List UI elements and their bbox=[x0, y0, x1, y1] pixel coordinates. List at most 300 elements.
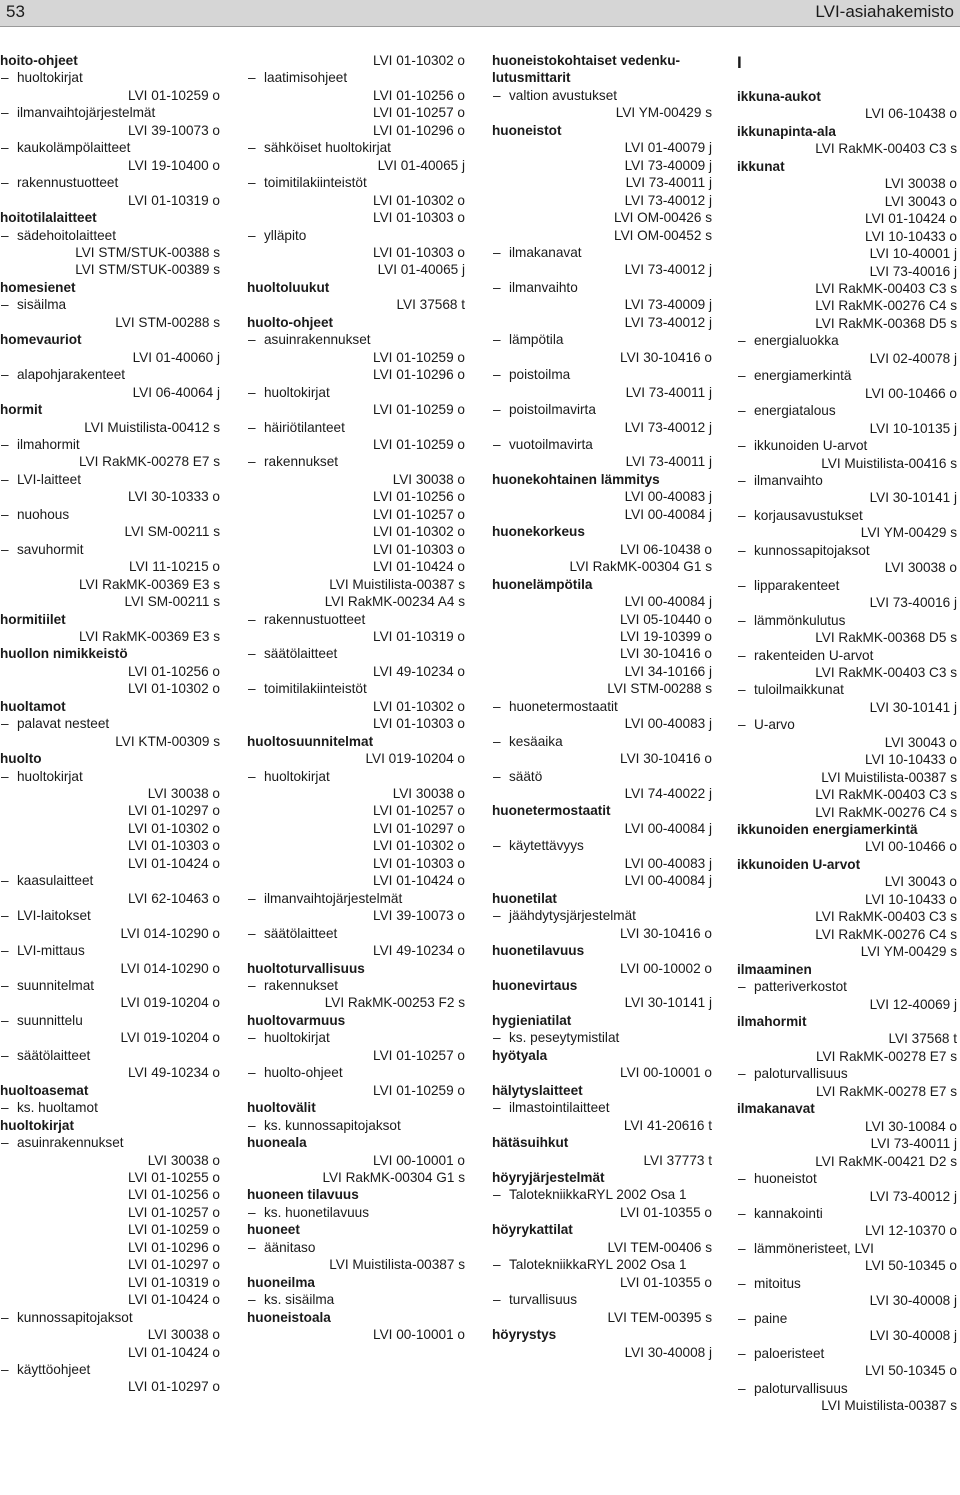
index-subterm: – lämmöneristeet, LVI bbox=[737, 1240, 957, 1257]
index-subterm: – turvallisuus bbox=[492, 1291, 712, 1308]
index-term: ikkunoiden U-arvot bbox=[737, 856, 861, 872]
index-subterm: – U-arvo bbox=[737, 716, 957, 733]
index-subterm: – ilmanvaihto bbox=[737, 472, 957, 489]
index-term: ikkunat bbox=[737, 158, 785, 174]
index-reference: LVI 00-10466 o bbox=[865, 385, 957, 401]
index-entry bbox=[0, 1082, 220, 1117]
index-reference: LVI RakMK-00403 C3 s bbox=[815, 909, 957, 925]
index-reference: LVI 30-40008 j bbox=[624, 1344, 712, 1360]
index-reference: LVI 00-40083 j bbox=[624, 855, 712, 871]
index-term: huoltokirjat bbox=[0, 1117, 75, 1133]
index-reference: LVI 01-10319 o bbox=[373, 628, 465, 644]
index-entry bbox=[247, 1012, 465, 1099]
index-entry bbox=[247, 52, 465, 279]
index-subterm: – paloeristeet bbox=[737, 1345, 957, 1362]
index-reference: LVI Muistilista-00387 s bbox=[821, 1397, 957, 1413]
index-letter-heading: I bbox=[737, 53, 742, 72]
index-term: huoneet bbox=[247, 1222, 300, 1238]
index-subterm: – lämpötila bbox=[492, 331, 712, 348]
index-reference: LVI 01-10302 o bbox=[373, 524, 465, 540]
index-reference: LVI 01-40065 j bbox=[377, 157, 465, 173]
index-entry bbox=[247, 1221, 465, 1273]
index-entry bbox=[737, 88, 957, 123]
index-reference: LVI 50-10345 o bbox=[865, 1258, 957, 1274]
index-reference: LVI RakMK-00276 C4 s bbox=[815, 926, 957, 942]
index-reference: LVI RakMK-00368 D5 s bbox=[815, 630, 957, 646]
index-reference: LVI 49-10234 o bbox=[373, 943, 465, 959]
index-subterm: – patteriverkostot bbox=[737, 978, 957, 995]
index-subterm: – häiriötilanteet bbox=[247, 419, 465, 436]
index-reference: LVI 37568 t bbox=[888, 1031, 957, 1047]
index-subterm: – rakennukset bbox=[247, 453, 465, 470]
index-subterm: – poistoilma bbox=[492, 366, 712, 383]
index-entry bbox=[737, 856, 957, 961]
index-reference: LVI 73-40016 j bbox=[869, 595, 957, 611]
index-reference: LVI 01-10255 o bbox=[128, 1170, 220, 1185]
index-entry bbox=[492, 890, 712, 942]
index-reference: LVI 02-40078 j bbox=[869, 350, 957, 366]
index-subterm: – LVI-laitokset bbox=[0, 907, 220, 924]
index-reference: LVI 05-10440 o bbox=[620, 611, 712, 627]
index-term: huolto bbox=[0, 751, 42, 767]
index-reference: LVI Muistilista-00387 s bbox=[329, 576, 465, 592]
index-entry bbox=[247, 1309, 465, 1344]
index-subterm: – kaukolämpölaitteet bbox=[0, 139, 220, 156]
index-reference: LVI RakMK-00368 D5 s bbox=[815, 315, 957, 331]
index-reference: LVI RakMK-00234 A4 s bbox=[324, 594, 465, 610]
index-reference: LVI RakMK-00278 E7 s bbox=[815, 1048, 957, 1064]
index-subterm: – ks. huoltamot bbox=[0, 1099, 220, 1116]
index-column-3 bbox=[492, 52, 712, 1361]
index-entry bbox=[247, 1186, 465, 1221]
index-term: ikkunapinta-ala bbox=[737, 123, 836, 139]
index-reference: LVI 30-40008 j bbox=[869, 1328, 957, 1344]
index-reference: LVI 30-10141 j bbox=[624, 995, 712, 1011]
index-reference: LVI 019-10204 o bbox=[120, 1030, 220, 1046]
index-reference: LVI OM-00426 s bbox=[614, 210, 712, 226]
index-term: huonelämpötila bbox=[492, 576, 593, 592]
index-reference: LVI 01-10302 o bbox=[128, 681, 220, 697]
index-term: huoltovälit bbox=[247, 1100, 316, 1116]
index-reference: LVI 01-10297 o bbox=[128, 1379, 220, 1395]
index-reference: LVI 01-10296 o bbox=[128, 1239, 220, 1255]
index-reference: LVI 01-10256 o bbox=[373, 87, 465, 103]
index-entry bbox=[0, 750, 220, 1082]
index-subterm: – ilmanvaihto bbox=[492, 279, 712, 296]
index-reference: LVI 00-40083 j bbox=[624, 716, 712, 732]
index-reference: LVI 37568 t bbox=[396, 297, 465, 313]
index-reference: LVI 014-10290 o bbox=[120, 960, 220, 976]
index-reference: LVI STM-00288 s bbox=[115, 314, 220, 330]
index-entry bbox=[492, 52, 712, 122]
index-entry bbox=[492, 1326, 712, 1361]
index-reference: LVI Muistilista-00387 s bbox=[821, 769, 957, 785]
index-reference: LVI 01-10355 o bbox=[620, 1204, 712, 1220]
index-entry bbox=[492, 576, 712, 803]
index-reference: LVI RakMK-00304 G1 s bbox=[322, 1170, 465, 1185]
index-term: hoito-ohjeet bbox=[0, 53, 78, 68]
index-reference: LVI Muistilista-00416 s bbox=[821, 455, 957, 471]
index-reference: LVI 73-40011 j bbox=[870, 1136, 957, 1152]
index-reference: LVI 39-10073 o bbox=[373, 908, 465, 924]
index-subterm: – säätölaitteet bbox=[247, 925, 465, 942]
index-term: huoneen tilavuus bbox=[247, 1187, 359, 1203]
index-reference: LVI RakMK-00369 E3 s bbox=[78, 576, 220, 592]
index-subterm: – vuotoilmavirta bbox=[492, 436, 712, 453]
index-reference: LVI 30038 o bbox=[147, 1152, 220, 1168]
index-reference: LVI 01-10319 o bbox=[128, 192, 220, 208]
index-reference: LVI 49-10234 o bbox=[128, 1065, 220, 1081]
index-subterm: – kaasulaitteet bbox=[0, 872, 220, 889]
index-reference: LVI 01-10259 o bbox=[128, 1222, 220, 1238]
index-reference: LVI 10-40001 j bbox=[869, 246, 957, 262]
index-term: huolto-ohjeet bbox=[247, 314, 334, 330]
index-term: hyötyala bbox=[492, 1047, 548, 1063]
index-reference: LVI 73-40009 j bbox=[624, 297, 712, 313]
index-subterm: – asuinrakennukset bbox=[0, 1134, 220, 1151]
index-reference: LVI 73-40016 j bbox=[869, 263, 957, 279]
index-term: ilmahormit bbox=[737, 1014, 807, 1030]
index-reference: LVI 06-40064 j bbox=[132, 384, 220, 400]
index-reference: LVI 30043 o bbox=[884, 193, 957, 209]
index-reference: LVI 73-40012 j bbox=[624, 314, 712, 330]
index-reference: LVI 019-10204 o bbox=[120, 995, 220, 1011]
index-subterm: – huoltokirjat bbox=[0, 69, 220, 86]
index-subterm: – sähköiset huoltokirjat bbox=[247, 139, 465, 156]
index-subterm: – valtion avustukset bbox=[492, 87, 712, 104]
index-reference: LVI 01-10259 o bbox=[373, 1082, 465, 1098]
index-subterm: – korjausavustukset bbox=[737, 507, 957, 524]
index-subterm: – TalotekniikkaRYL 2002 Osa 1 bbox=[492, 1256, 712, 1273]
index-reference: LVI 30-10333 o bbox=[128, 489, 220, 505]
index-subterm: – paloturvallisuus bbox=[737, 1065, 957, 1082]
index-reference: LVI 01-10302 o bbox=[128, 820, 220, 836]
index-reference: LVI RakMK-00278 E7 s bbox=[78, 454, 220, 470]
index-reference: LVI Muistilista-00412 s bbox=[84, 419, 220, 435]
page-header bbox=[0, 0, 960, 27]
index-reference: LVI 01-10303 o bbox=[373, 716, 465, 732]
index-reference: LVI 01-10424 o bbox=[128, 855, 220, 871]
index-term: ilmaaminen bbox=[737, 961, 812, 977]
index-entry bbox=[0, 52, 220, 209]
index-subterm: – lämmönkulutus bbox=[737, 612, 957, 629]
index-reference: LVI 10-10433 o bbox=[865, 752, 957, 768]
index-reference: LVI 10-10135 j bbox=[869, 420, 957, 436]
index-entry bbox=[492, 977, 712, 1012]
index-reference: LVI 73-40012 j bbox=[869, 1188, 957, 1204]
index-reference: LVI 01-10297 o bbox=[128, 803, 220, 819]
index-reference: LVI 00-10002 o bbox=[620, 960, 712, 976]
index-reference: LVI 01-10257 o bbox=[373, 105, 465, 121]
index-reference: LVI 12-10370 o bbox=[865, 1223, 957, 1239]
index-entry bbox=[0, 209, 220, 279]
index-term: hormit bbox=[0, 402, 43, 418]
index-entry bbox=[492, 523, 712, 575]
index-reference: LVI 49-10234 o bbox=[373, 663, 465, 679]
index-reference: LVI YM-00429 s bbox=[615, 105, 712, 121]
index-reference: LVI 01-40079 j bbox=[624, 140, 712, 156]
index-reference: LVI 19-10399 o bbox=[620, 628, 712, 644]
index-reference: LVI 62-10463 o bbox=[128, 890, 220, 906]
index-subterm: – säätö bbox=[492, 768, 712, 785]
index-subterm: – energiamerkintä bbox=[737, 367, 957, 384]
index-subterm: – ks. sisäilma bbox=[247, 1291, 465, 1308]
index-term: huonetilat bbox=[492, 890, 557, 906]
index-subterm: – palavat nesteet bbox=[0, 715, 220, 732]
index-reference: LVI 30038 o bbox=[392, 471, 465, 487]
index-term: huonevirtaus bbox=[492, 978, 578, 994]
index-reference: LVI 01-10256 o bbox=[373, 489, 465, 505]
index-subterm: – huoltokirjat bbox=[247, 384, 465, 401]
index-subterm: – TalotekniikkaRYL 2002 Osa 1 bbox=[492, 1186, 712, 1203]
index-term: höyrykattilat bbox=[492, 1222, 573, 1238]
index-reference: LVI 06-10438 o bbox=[865, 106, 957, 122]
index-reference: LVI Muistilista-00387 s bbox=[329, 1257, 465, 1273]
index-reference: LVI 30-10416 o bbox=[620, 646, 712, 662]
index-reference: LVI 50-10345 o bbox=[865, 1363, 957, 1379]
index-term: ikkuna-aukot bbox=[737, 89, 821, 104]
index-reference: LVI RakMK-00403 C3 s bbox=[815, 141, 957, 157]
index-reference: LVI 00-40083 j bbox=[624, 489, 712, 505]
index-reference: LVI 30-10084 o bbox=[865, 1118, 957, 1134]
index-reference: LVI 30038 o bbox=[147, 1327, 220, 1343]
index-reference: LVI 30038 o bbox=[147, 786, 220, 802]
index-reference: LVI SM-00211 s bbox=[124, 594, 220, 610]
index-subterm: – ks. peseytymistilat bbox=[492, 1029, 712, 1046]
index-reference: LVI 01-10303 o bbox=[373, 855, 465, 871]
index-subterm: – energialuokka bbox=[737, 332, 957, 349]
index-reference: LVI 00-10001 o bbox=[620, 1065, 712, 1081]
index-reference: LVI 30-10416 o bbox=[620, 751, 712, 767]
index-entry bbox=[0, 279, 220, 331]
index-subterm: – LVI-laitteet bbox=[0, 471, 220, 488]
index-subterm: – huoltokirjat bbox=[247, 1029, 465, 1046]
index-reference: LVI STM/STUK-00388 s bbox=[75, 244, 220, 260]
index-subterm: – suunnittelu bbox=[0, 1012, 220, 1029]
page-number: 53 bbox=[6, 2, 25, 21]
index-subterm: – ikkunoiden U-arvot bbox=[737, 437, 957, 454]
index-reference: LVI 01-10424 o bbox=[373, 559, 465, 575]
index-reference: LVI 01-10302 o bbox=[373, 838, 465, 854]
index-subterm: – paloturvallisuus bbox=[737, 1380, 957, 1397]
index-reference: LVI RakMK-00369 E3 s bbox=[78, 628, 220, 644]
index-entry bbox=[737, 1013, 957, 1100]
index-reference: LVI 39-10073 o bbox=[128, 122, 220, 138]
index-subterm: – ks. kunnossapitojaksot bbox=[247, 1117, 465, 1134]
index-term: ilmakanavat bbox=[737, 1101, 815, 1117]
index-reference: LVI 01-10257 o bbox=[373, 803, 465, 819]
index-term: höyryjärjestelmät bbox=[492, 1170, 605, 1185]
index-entry bbox=[492, 1082, 712, 1134]
index-reference: LVI 01-10259 o bbox=[128, 87, 220, 103]
index-reference: LVI 37773 t bbox=[643, 1152, 712, 1168]
index-entry bbox=[492, 942, 712, 977]
index-entry bbox=[492, 1221, 712, 1326]
index-column-1 bbox=[0, 52, 220, 1396]
index-term: huollon nimikkeistö bbox=[0, 646, 128, 662]
index-reference: LVI 34-10166 j bbox=[624, 663, 712, 679]
index-reference: LVI 12-40069 j bbox=[869, 996, 957, 1012]
index-entry bbox=[492, 122, 712, 471]
index-entry bbox=[737, 1100, 957, 1414]
index-reference: LVI 00-40084 j bbox=[624, 594, 712, 610]
index-entry bbox=[0, 331, 220, 401]
index-term: lutusmittarit bbox=[492, 70, 571, 86]
index-term: ikkunoiden energiamerkintä bbox=[737, 822, 918, 838]
index-reference: LVI 00-10001 o bbox=[373, 1152, 465, 1168]
index-reference: LVI YM-00429 s bbox=[860, 944, 957, 960]
index-subterm: – huoltokirjat bbox=[247, 768, 465, 785]
index-reference: LVI 01-40065 j bbox=[377, 262, 465, 278]
index-reference: LVI KTM-00309 s bbox=[115, 733, 220, 749]
index-entry bbox=[737, 961, 957, 1013]
index-reference: LVI 01-10257 o bbox=[373, 506, 465, 522]
index-reference: LVI RakMK-00253 F2 s bbox=[324, 995, 465, 1011]
index-entry bbox=[737, 158, 957, 821]
index-term: huoltamot bbox=[0, 698, 66, 714]
index-entry bbox=[247, 1099, 465, 1134]
index-subterm: – käytettävyys bbox=[492, 837, 712, 854]
index-reference: LVI RakMK-00278 E7 s bbox=[815, 1083, 957, 1099]
index-reference: LVI 01-40060 j bbox=[132, 349, 220, 365]
index-term: hätäsuihkut bbox=[492, 1135, 569, 1151]
index-reference: LVI RakMK-00304 G1 s bbox=[569, 559, 712, 575]
index-reference: LVI 01-10257 o bbox=[373, 1047, 465, 1063]
index-entry bbox=[492, 1047, 712, 1082]
index-subterm: – asuinrakennukset bbox=[247, 331, 465, 348]
index-reference: LVI RakMK-00276 C4 s bbox=[815, 804, 957, 820]
index-subterm: – huoneistot bbox=[737, 1170, 957, 1187]
index-reference: LVI 30043 o bbox=[884, 734, 957, 750]
index-reference: LVI 01-10297 o bbox=[373, 820, 465, 836]
index-term: huoneistoala bbox=[247, 1309, 331, 1325]
index-term: huoneistokohtaiset vedenku- bbox=[492, 53, 681, 68]
index-subterm: – rakenteiden U-arvot bbox=[737, 647, 957, 664]
index-reference: LVI 01-10259 o bbox=[373, 349, 465, 365]
index-reference: LVI 73-40011 j bbox=[625, 384, 712, 400]
index-subterm: – suunnitelmat bbox=[0, 977, 220, 994]
index-entry bbox=[0, 1117, 220, 1396]
index-reference: LVI 01-10424 o bbox=[128, 1344, 220, 1360]
index-reference: LVI 01-10259 o bbox=[373, 402, 465, 418]
index-reference: LVI 10-10433 o bbox=[865, 891, 957, 907]
index-subterm: – sädehoitolaitteet bbox=[0, 227, 220, 244]
index-term: huonekohtainen lämmitys bbox=[492, 471, 660, 487]
index-reference: LVI 30-10141 j bbox=[869, 490, 957, 506]
index-subterm: – kunnossapitojaksot bbox=[737, 542, 957, 559]
index-reference: LVI 19-10400 o bbox=[128, 157, 220, 173]
index-reference: LVI 30-10141 j bbox=[869, 699, 957, 715]
index-subterm: – kunnossapitojaksot bbox=[0, 1309, 220, 1326]
index-reference: LVI 73-40011 j bbox=[625, 175, 712, 191]
index-reference: LVI 00-40084 j bbox=[624, 820, 712, 836]
index-subterm: – energiatalous bbox=[737, 402, 957, 419]
index-reference: LVI 01-10259 o bbox=[373, 436, 465, 452]
index-entry bbox=[492, 1134, 712, 1169]
index-term: huoltovarmuus bbox=[247, 1012, 346, 1028]
index-subterm: – ilmanvaihtojärjestelmät bbox=[0, 104, 220, 121]
index-entry bbox=[492, 802, 712, 889]
index-subterm: – paine bbox=[737, 1310, 957, 1327]
index-reference: LVI OM-00452 s bbox=[614, 227, 712, 243]
index-entry bbox=[0, 611, 220, 646]
index-column-4 bbox=[737, 52, 957, 1414]
index-reference: LVI RakMK-00403 C3 s bbox=[815, 787, 957, 803]
index-reference: LVI 30038 o bbox=[884, 176, 957, 192]
index-reference: LVI 01-10424 o bbox=[128, 1292, 220, 1308]
index-subterm: – ylläpito bbox=[247, 227, 465, 244]
index-term: homesienet bbox=[0, 279, 76, 295]
index-subterm: – äänitaso bbox=[247, 1239, 465, 1256]
index-reference: LVI 00-40084 j bbox=[624, 506, 712, 522]
index-term: huoltoluukut bbox=[247, 279, 330, 295]
index-subterm: – käyttöohjeet bbox=[0, 1361, 220, 1378]
index-reference: LVI 73-40011 j bbox=[625, 454, 712, 470]
index-reference: LVI 01-10302 o bbox=[373, 698, 465, 714]
index-reference: LVI STM/STUK-00389 s bbox=[75, 262, 220, 278]
index-reference: LVI 014-10290 o bbox=[120, 925, 220, 941]
index-reference: LVI 01-10303 o bbox=[373, 244, 465, 260]
index-subterm: – alapohjarakenteet bbox=[0, 366, 220, 383]
index-term: huonetilavuus bbox=[492, 943, 585, 959]
index-subterm: – ilmanvaihtojärjestelmät bbox=[247, 890, 465, 907]
index-reference: LVI 30-40008 j bbox=[869, 1293, 957, 1309]
index-reference: LVI TEM-00406 s bbox=[607, 1239, 712, 1255]
index-subterm: – säätölaitteet bbox=[0, 1047, 220, 1064]
index-reference: LVI STM-00288 s bbox=[607, 681, 712, 697]
index-reference: LVI 30043 o bbox=[884, 874, 957, 890]
index-reference: LVI 01-10303 o bbox=[128, 838, 220, 854]
index-subterm: – ks. huonetilavuus bbox=[247, 1204, 465, 1221]
index-reference: LVI RakMK-00421 D2 s bbox=[815, 1153, 957, 1169]
index-subterm: – tuloilmaikkunat bbox=[737, 681, 957, 698]
index-subterm: – mitoitus bbox=[737, 1275, 957, 1292]
index-entry bbox=[247, 733, 465, 960]
index-reference: LVI 30-10416 o bbox=[620, 349, 712, 365]
index-subterm: – LVI-mittaus bbox=[0, 942, 220, 959]
index-entry bbox=[247, 279, 465, 314]
index-subterm: – toimitilakiinteistöt bbox=[247, 174, 465, 191]
index-reference: LVI 30-10416 o bbox=[620, 925, 712, 941]
index-entry bbox=[737, 821, 957, 856]
index-reference: LVI RakMK-00403 C3 s bbox=[815, 280, 957, 296]
index-subterm: – rakennukset bbox=[247, 977, 465, 994]
index-reference: LVI 01-10256 o bbox=[128, 663, 220, 679]
index-reference: LVI 00-10466 o bbox=[865, 839, 957, 855]
index-term: huoltosuunnitelmat bbox=[247, 733, 374, 749]
index-subterm: – lipparakenteet bbox=[737, 577, 957, 594]
index-reference: LVI 10-10433 o bbox=[865, 228, 957, 244]
index-entry bbox=[737, 123, 957, 158]
index-subterm: – nuohous bbox=[0, 506, 220, 523]
index-reference: LVI 019-10204 o bbox=[365, 751, 465, 767]
index-reference: LVI TEM-00395 s bbox=[607, 1309, 712, 1325]
index-reference: LVI 01-10303 o bbox=[373, 541, 465, 557]
index-term: hormitiilet bbox=[0, 611, 66, 627]
index-reference: LVI 01-10424 o bbox=[373, 873, 465, 889]
index-entry bbox=[247, 1274, 465, 1309]
index-subterm: – kesäaika bbox=[492, 733, 712, 750]
index-reference: LVI 74-40022 j bbox=[624, 786, 712, 802]
index-subterm: – sisäilma bbox=[0, 296, 220, 313]
index-reference: LVI 01-10303 o bbox=[373, 210, 465, 226]
index-term: huoltoturvallisuus bbox=[247, 960, 365, 976]
index-subterm: – huolto-ohjeet bbox=[247, 1064, 465, 1081]
index-reference: LVI 01-10355 o bbox=[620, 1274, 712, 1290]
index-subterm: – huonetermostaatit bbox=[492, 698, 712, 715]
index-reference: LVI SM-00211 s bbox=[124, 524, 220, 540]
index-reference: LVI 30038 o bbox=[884, 560, 957, 576]
